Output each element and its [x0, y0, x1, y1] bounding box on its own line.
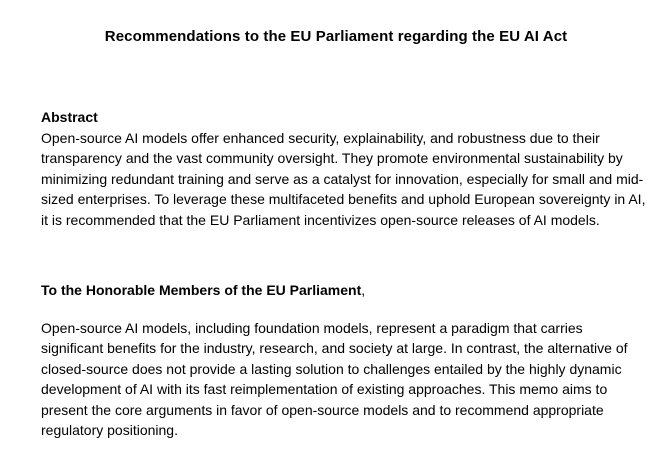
letter-paragraph: Open-source AI models, including foundation models, represent a paradigm that carries significant benefits for the industry, research, and society at large. In contrast, the alternative of closed-source does not provide a lasting solution to challenges entailed by the highly dynamic development of AI with its fast reimplementation of existing approaches. This memo aims to present the core arguments in favor of open-source models and to recommend appropriate regulatory positioning. — [41, 319, 628, 438]
abstract-paragraph: Open-source AI models offer enhanced security, explainability, and robustness due to their transparency and the vast community oversight. They promote environmental sustainability by minimizing redundant training and serve as a catalyst for innovation, especially for small and mid-sized enterprises. To leverage these multifaceted benefits and uphold European sovereignty in AI, it is recommended that the EU Parliament incentivizes open-source releases of AI models. — [41, 129, 646, 228]
letter-salutation-comma: , — [361, 282, 366, 298]
abstract-section — [41, 107, 647, 230]
letter-salutation-text: To the Honorable Members of the EU Parliament — [41, 282, 362, 298]
document-title: Recommendations to the EU Parliament regarding the EU AI Act — [104, 28, 568, 45]
abstract-heading: Abstract — [41, 109, 98, 125]
letter-section — [41, 280, 647, 441]
letter-salutation — [41, 280, 647, 301]
